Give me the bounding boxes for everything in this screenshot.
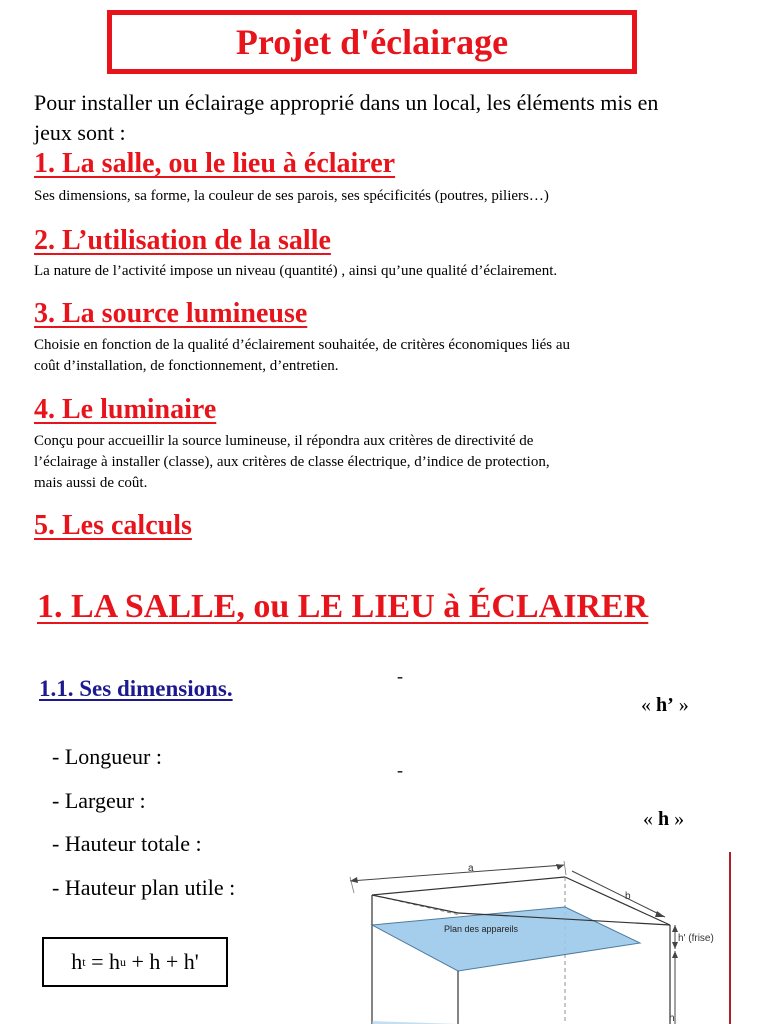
height-formula — [42, 937, 228, 987]
section-4-text-line-3: mais aussi de coût. — [34, 475, 148, 491]
dimension-a-line — [350, 865, 564, 881]
dimension-largeur: - Largeur : — [52, 788, 146, 813]
quote-h-prime — [641, 694, 689, 717]
section-4-text-line-1: Conçu pour accueillir la source lumineuse, il répondra aux critères de directivité de — [34, 433, 534, 449]
formula-rest: + h + h' — [125, 949, 199, 974]
dimension-hauteur-totale: - Hauteur totale : — [52, 831, 202, 856]
formula-h: h — [71, 949, 83, 974]
page-title: Projet d'éclairage — [235, 22, 509, 62]
frise-arrow-top — [672, 925, 678, 932]
h-arrow-top — [672, 951, 678, 958]
dash-marker-2: - — [397, 760, 403, 780]
quote-open: « — [643, 808, 658, 830]
title-box — [107, 10, 637, 74]
section-2-text: La nature de l’activité impose un niveau (quantité) , ainsi qu’une qualité d’éclairement. — [34, 263, 558, 279]
quote-close: » — [669, 808, 685, 830]
section-3-heading: 3. La source lumineuse — [34, 298, 308, 329]
section-3-text-line-2: coût d’installation, de fonctionnement, d’entretien. — [34, 358, 339, 374]
quote-close: » — [673, 694, 689, 716]
formula-eq: = — [85, 949, 109, 974]
dimension-a-arrow-right — [556, 864, 564, 870]
dash-marker-1: - — [397, 666, 403, 686]
quote-symbol: h’ — [656, 694, 674, 716]
dimension-b-arrow — [655, 911, 665, 917]
section-2-heading: 2. L’utilisation de la salle — [34, 225, 331, 256]
part-1-heading: 1. LA SALLE, ou LE LIEU à ÉCLAIRER — [37, 588, 649, 625]
frise-label: h' (frise) — [678, 933, 714, 944]
dimension-longueur: - Longueur : — [52, 744, 162, 769]
h-label: h — [669, 1013, 675, 1024]
quote-h — [643, 808, 684, 831]
dimension-hauteur-plan-utile: - Hauteur plan utile : — [52, 875, 236, 900]
room-dimensions-diagram — [340, 855, 740, 1024]
section-1-text: Ses dimensions, sa forme, la couleur de ses parois, ses spécificités (poutres, piliers…) — [34, 188, 549, 204]
section-5-heading: 5. Les calculs — [34, 510, 192, 541]
box-top-back-edge — [372, 877, 565, 895]
plan-des-appareils-label: Plan des appareils — [444, 924, 519, 934]
quote-open: « — [641, 694, 656, 716]
subsection-dimensions-heading: 1.1. Ses dimensions. — [39, 676, 233, 701]
section-1-heading: 1. La salle, ou le lieu à éclairer — [34, 148, 396, 179]
quote-symbol: h — [658, 808, 670, 830]
label-a: a — [468, 863, 474, 874]
plan-des-appareils-plane — [372, 907, 640, 971]
formula-sub-u: u — [119, 954, 126, 969]
section-3-text-line-1: Choisie en fonction de la qualité d’éclairement souhaitée, de critères économiques liés au — [34, 337, 571, 353]
section-4-heading: 4. Le luminaire — [34, 394, 217, 425]
right-margin-line — [729, 852, 731, 1024]
box-top-front-left-edge — [372, 895, 458, 913]
formula-h2: h — [108, 949, 120, 974]
formula-sub-t: t — [82, 954, 86, 969]
section-4-text-line-2: l’éclairage à installer (classe), aux critères de classe électrique, d’indice de protection, — [34, 454, 550, 470]
dimension-b-line — [572, 871, 665, 917]
label-b: b — [625, 891, 631, 902]
intro-paragraph: Pour installer un éclairage approprié dans un local, les éléments mis en jeux sont : — [34, 90, 659, 145]
